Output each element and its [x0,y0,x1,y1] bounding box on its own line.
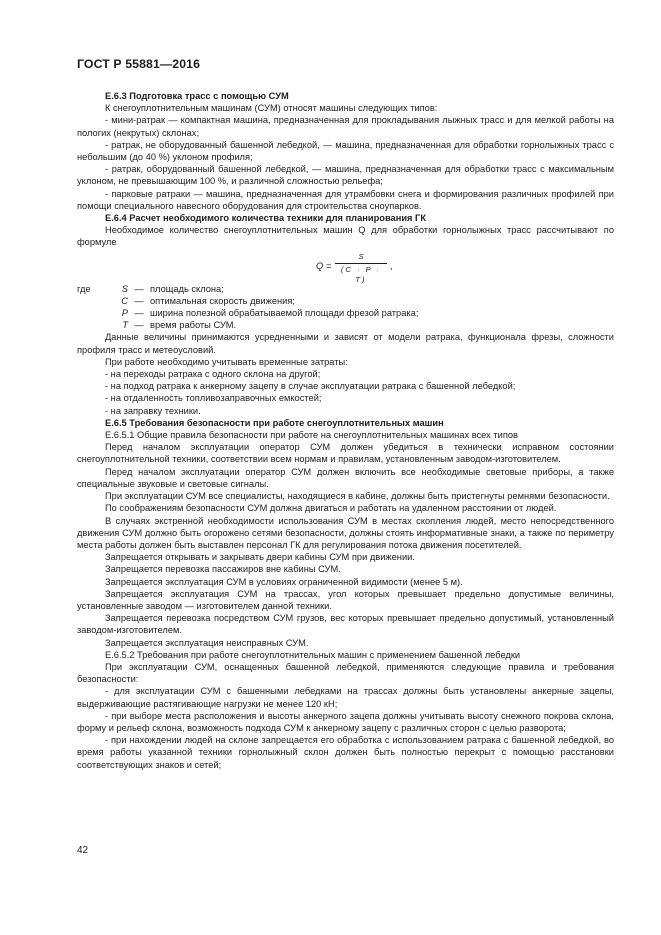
where-label [77,319,100,331]
where-text: оптимальная скорость движения; [150,295,295,306]
paragraph: При эксплуатации СУМ все специалисты, находящиеся в кабине, должны быть пристегнуты ремнями безопасности. [105,491,610,502]
formula-lhs: Q = [316,260,332,271]
formula-denominator: (C · P · T) [340,264,382,284]
section-intro [77,90,614,249]
paragraph: - ратрак, оборудованный башенной лебедкой, — машина, предназначенная для обработки трасс с максимальным уклоном, не превышающим 100 %, и различной сложностью рельефа; [77,164,614,187]
paragraph: E.6.5.1 Общие правила безопасности при работе на снегоуплотнительных машинах всех типов [105,430,518,441]
paragraph: - мини-ратрак — компактная машина, предназначенная для прокладывания лыжных трасс и для мелкой работы на пологих (некрутых) склонах; [77,115,614,138]
paragraph: Перед началом эксплуатации оператор СУМ должен включить все необходимые световые приборы, а также специальные звуковые и световые сигналы. [77,466,614,489]
where-symbol: P [121,308,128,319]
where-dash: — [134,295,144,306]
paragraph: - на заправку техники. [105,405,201,416]
paragraph: В случаях экстренной необходимости использования СУМ в местах скопления людей, место непосредственного движения СУМ должно быть огорожено сетями безопасности, должны стоять информативные знаки, а также по периметру места работы должен быть выставлен персонал ГК для регулирования потока движения посетителей. [77,515,614,550]
paragraph: - ратрак, не оборудованный башенной лебедкой, — машина, предназначенная для обработки горнолыжных трасс с небольшим (до 40 %) уклоном профиля; [77,139,614,163]
where-dash: — [134,320,144,331]
paragraph: Запрещается перевозка посредством СУМ грузов, вес которых превышает предельно допустимый, установленный заводом-изготовителем. [77,613,614,636]
formula-fraction [335,252,387,285]
where-label [77,307,100,319]
where-symbol: C [121,295,128,306]
where-symbol: S [121,283,128,294]
paragraph: По соображениям безопасности СУМ должна двигаться и работать на удаленном расстоянии от людей. [105,503,557,514]
paragraph: К снегоуплотнительным машинам (СУМ) относят машины следующих типов: [105,103,438,114]
page-number: 42 [77,845,89,856]
paragraph: Данные величины принимаются усредненными и зависят от модели ратрака, функционала фрезы, сложности профиля трасс и метеоусловий. [77,332,614,355]
where-item [77,295,614,307]
section-heading: E.6.3 Подготовка трасс с помощью СУМ [105,91,289,101]
where-list [77,283,614,332]
paragraph: Запрещается эксплуатация СУМ на трассах, угол которых превышает предельно допустимые величины, установленные заводом — изготовителем данной техники. [77,588,614,611]
where-text: время работы СУМ. [150,320,237,331]
section-heading: E.6.4 Расчет необходимого количества техники для планирования ГК [105,213,426,224]
where-item [77,307,614,319]
paragraph: - на переходы ратрака с одного склона на другой; [105,369,321,380]
paragraph: - при выборе места расположения и высоты анкерного зацепа должны учитывать высоту снежного покрова склона, форму и рельеф склона, возможность подхода СУМ к анкерному зацепу с различных сторон с целью разворота; [77,710,614,733]
paragraph: Запрещается перевозка пассажиров вне кабины СУМ. [105,564,341,575]
formula [77,249,614,283]
paragraph: E.6.5.2 Требования при работе снегоуплотнительных машин с применением башенной лебедки [105,649,521,660]
formula-numerator: S [335,252,387,264]
where-label [77,295,100,307]
paragraph: - при нахождении людей на склоне запрещается его обработка с использованием ратрака с башенной лебедкой, во время работы указанной техники горнолыжный склон должен быть полностью перекрыт с помощью расстановки соответствующих знаков и сетей; [77,735,614,770]
where-symbol: T [122,320,128,331]
formula-tail: , [390,260,393,271]
where-dash: — [134,283,144,294]
paragraph: - на подход ратрака к анкерному зацепу в случае эксплуатации ратрака с башенной лебедкой; [105,381,516,392]
where-dash: — [134,308,144,319]
where-item [77,319,614,331]
paragraph: - парковые ратраки — машина, предназначенная для утрамбовки снега и формирования различных профилей при помощи специального навесного оборудования для строительства сноупарков. [77,188,614,211]
section-heading: E.6.5 Требования безопасности при работе снегоуплотнительных машин [105,417,444,428]
paragraph: - на отдаленность топливозаправочных емкостей; [105,393,322,404]
section-safety [77,331,614,770]
paragraph: При эксплуатации СУМ, оснащенных башенной лебедкой, применяются следующие правила и требования безопасности: [77,661,614,685]
paragraph: Запрещается открывать и закрывать двери кабины СУМ при движении. [105,552,415,563]
where-text: площадь склона; [150,283,224,294]
paragraph: Перед началом эксплуатации оператор СУМ должен убедиться в технически исправном состоянии снегоуплотнительной техники, соответствии всем нормам и правилам, установленным заводом-изготовителем. [77,442,614,465]
page-body [77,90,614,771]
paragraph: Запрещается эксплуатация СУМ в условиях ограниченной видимости (менее 5 м). [105,576,463,587]
paragraph: Необходимое количество снегоуплотнительных машин Q для обработки горнолыжных трасс рассчитывают по формуле [77,225,614,248]
document-header: ГОСТ Р 55881—2016 [77,57,201,71]
paragraph: Запрещается эксплуатация неисправных СУМ. [105,637,309,648]
paragraph: При работе необходимо учитывать временные затраты: [105,356,348,367]
paragraph: - для эксплуатации СУМ с башенными лебедками на трассах должны быть установлены анкерные зацепы, выдерживающие растягивающие нагрузки не менее 120 кН; [77,686,614,709]
where-label: где [77,283,91,294]
where-text: ширина полезной обрабатываемой площади фрезой ратрака; [150,308,419,319]
